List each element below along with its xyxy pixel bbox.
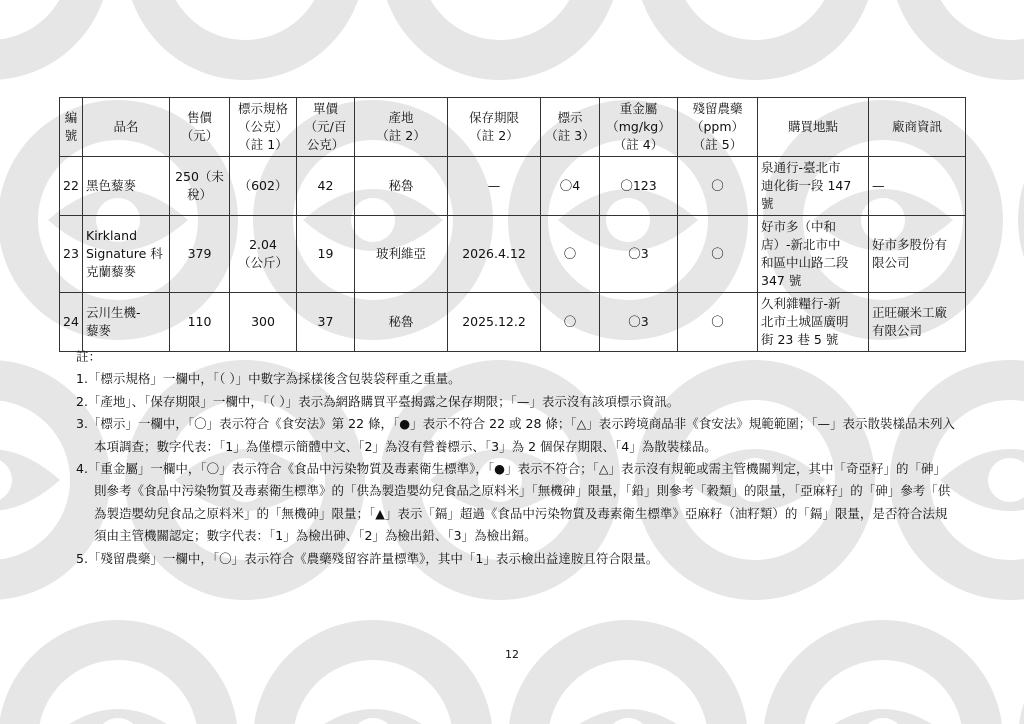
footnote-item: 1.「標示規格」一欄中，「（ ）」中數字為採樣後含包裝袋秤重之重量。 [76,371,461,387]
cell-pesticide: 〇 [678,293,758,352]
cell-label: 〇 [541,293,600,352]
cell-no: 24 [60,293,83,352]
product-table [59,97,966,352]
header-vendor: 廠商資訊 [869,98,966,157]
cell-unit-price: 19 [297,216,355,293]
cell-pesticide: 〇 [678,216,758,293]
cell-heavy-metal: 〇3 [600,216,678,293]
header-unit-price: 單價 （元/百 公克） [297,98,355,157]
header-place: 購買地點 [758,98,869,157]
table-row [60,293,966,352]
cell-spec: （602） [230,157,297,216]
cell-no: 23 [60,216,83,293]
cell-unit-price: 42 [297,157,355,216]
table-row [60,157,966,216]
header-spec: 標示規格 （公克） （註 1） [230,98,297,157]
cell-spec: 300 [230,293,297,352]
cell-heavy-metal: 〇123 [600,157,678,216]
cell-heavy-metal: 〇3 [600,293,678,352]
cell-name: 云川生機- 藜麥 [83,293,170,352]
cell-vendor: 好市多股份有 限公司 [869,216,966,293]
header-pesticide: 殘留農藥 （ppm） （註 5） [678,98,758,157]
header-origin: 產地 （註 2） [355,98,448,157]
cell-expiry: 2025.12.2 [448,293,541,352]
header-name: 品名 [83,98,170,157]
cell-place: 久利雜糧行-新 北市土城區廣明 街 23 巷 5 號 [758,293,869,352]
cell-vendor: — [869,157,966,216]
cell-price: 250（未 稅） [170,157,230,216]
header-price: 售價 （元） [170,98,230,157]
footnotes-title: 註： [76,349,102,364]
page-number: 12 [505,648,519,661]
cell-name: 黑色藜麥 [83,157,170,216]
footnote-item: 4.「重金屬」一欄中，「〇」表示符合《食品中污染物質及毒素衛生標準》，「●」表示不符合；「△」表示沒有規範或需主管機關判定，其中「奇亞籽」的「砷」則參考《食品中污染物質及毒素衛生標準》的「供為製造嬰幼兒食品之原料米」「無機砷」限量，「鉛」則參考「穀類」的限量，「亞麻籽」的「砷」參考「供為製造嬰幼兒食品之原料米」的「無機砷」限量；「▲」表示「鎘」超過《食品中污染物質及毒素衛生標準》亞麻籽（油籽類）的「鎘」限量，是否符合法規須由主管機關認定；數字代表：「1」為檢出砷、「2」為檢出鉛、「3」為檢出鎘。 [76,461,951,544]
footnotes [76,346,956,570]
footnote-item: 2.「產地」、「保存期限」一欄中，「（ ）」表示為網路購買平臺揭露之保存期限；「—」表示沒有該項標示資訊。 [76,393,680,409]
cell-origin: 秘魯 [355,157,448,216]
cell-unit-price: 37 [297,293,355,352]
cell-name: Kirkland Signature 科 克蘭藜麥 [83,216,170,293]
header-expiry: 保存期限 （註 2） [448,98,541,157]
cell-spec: 2.04 （公斤） [230,216,297,293]
header-label: 標示 （註 3） [541,98,600,157]
cell-label: 〇 [541,216,600,293]
footnote-item: 3.「標示」一欄中，「〇」表示符合《食安法》第 22 條，「●」表示不符合 22 或 28 條；「△」表示跨境商品非《食安法》規範範圍；「—」表示散裝樣品未列入本項調查；數字代表：「1」為僅標示簡體中文、「2」為沒有營養標示、「3」為 2 個保存期限、「4」為散裝樣品。 [76,416,956,454]
cell-no: 22 [60,157,83,216]
cell-place: 好市多（中和 店）-新北市中 和區中山路二段 347 號 [758,216,869,293]
cell-origin: 玻利維亞 [355,216,448,293]
cell-pesticide: 〇 [678,157,758,216]
cell-label: 〇4 [541,157,600,216]
cell-place: 泉通行-臺北市 迪化街一段 147 號 [758,157,869,216]
cell-expiry: — [448,157,541,216]
table-row [60,216,966,293]
cell-vendor: 正旺碾米工廠 有限公司 [869,293,966,352]
header-heavy-metal: 重金屬 （mg/kg） （註 4） [600,98,678,157]
table-header-row [60,98,966,157]
header-no: 編 號 [60,98,83,157]
cell-price: 110 [170,293,230,352]
cell-price: 379 [170,216,230,293]
footnote-item: 5.「殘留農藥」一欄中，「〇」表示符合《農藥殘留容許量標準》，其中「1」表示檢出益達胺且符合限量。 [76,550,659,566]
cell-origin: 秘魯 [355,293,448,352]
cell-expiry: 2026.4.12 [448,216,541,293]
